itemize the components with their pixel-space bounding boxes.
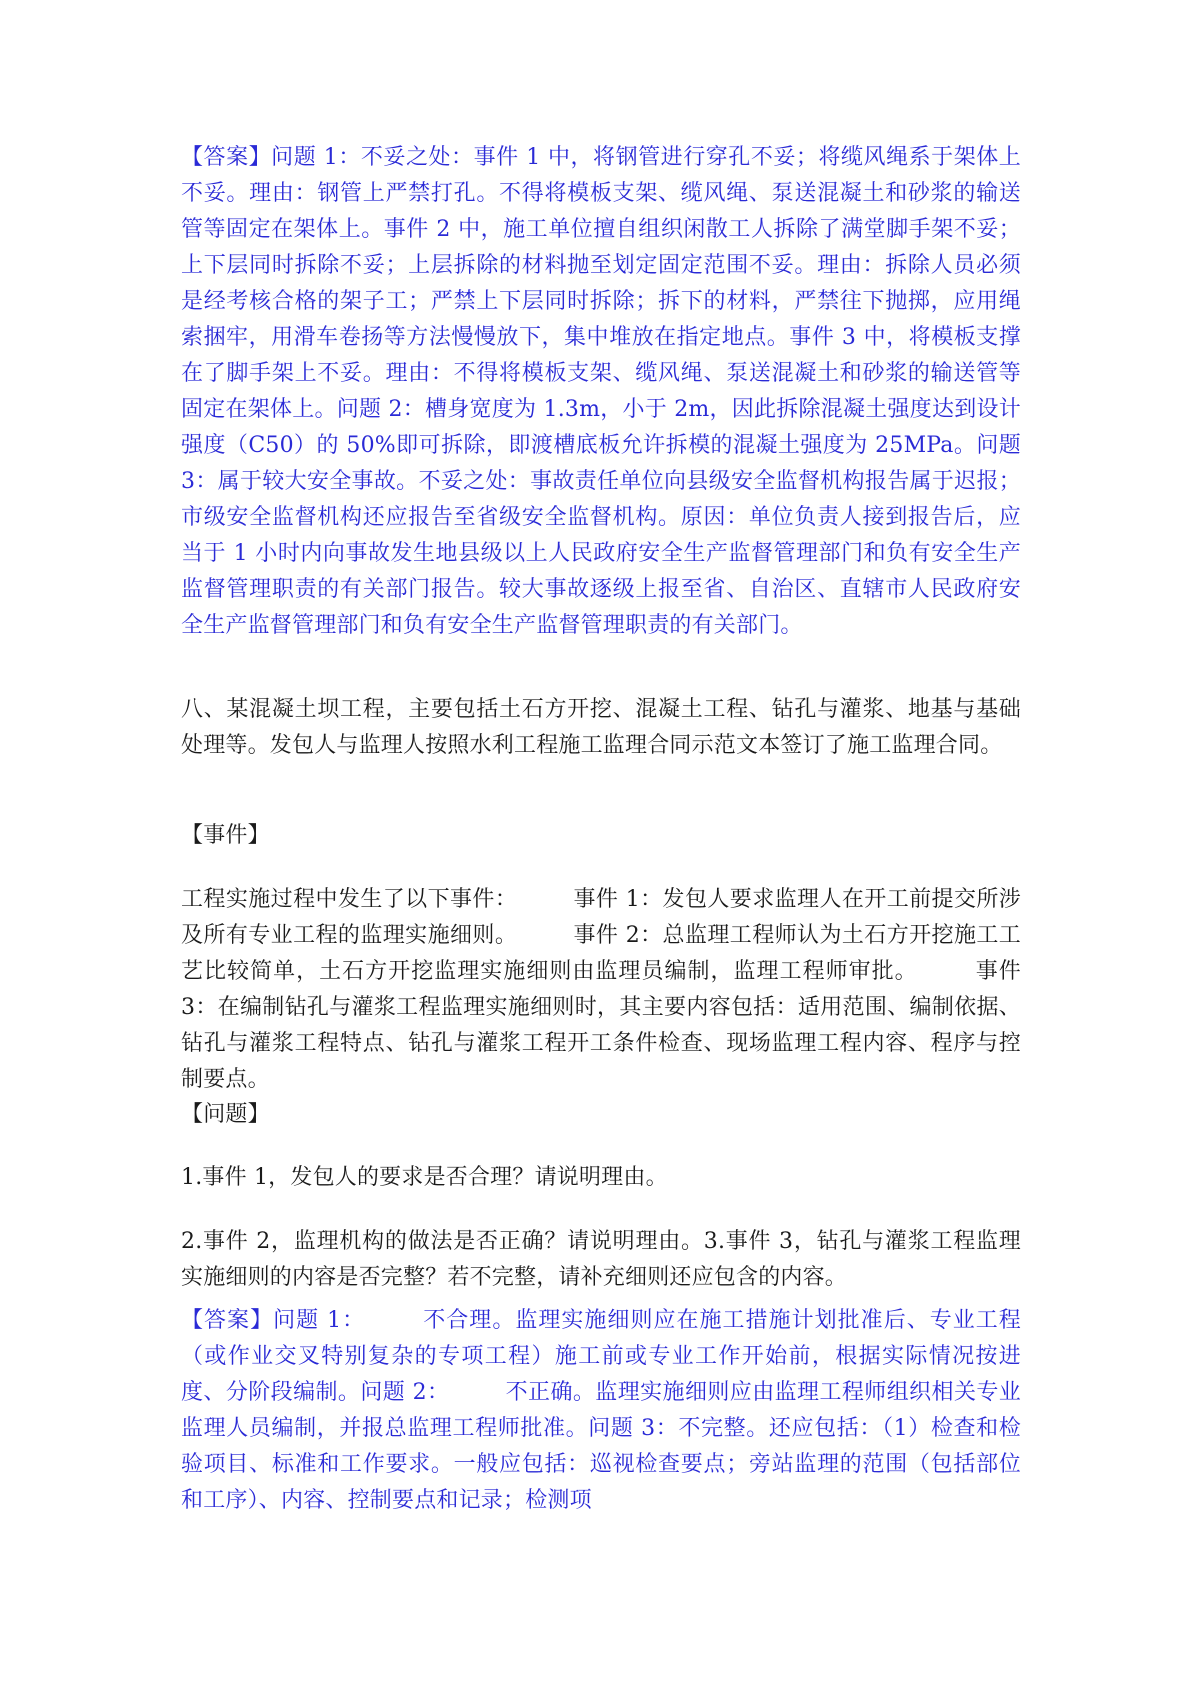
- question-8-intro: 八、某混凝土坝工程，主要包括土石方开挖、混凝土工程、钻孔与灌浆、地基与基础处理等。发包人与监理人按照水利工程施工监理合同示范文本签订了施工监理合同。: [181, 697, 1021, 758]
- issue-heading: 【问题】: [181, 1102, 270, 1127]
- answer-question-7: 【答案】问题 1：不妥之处：事件 1 中，将钢管进行穿孔不妥；将缆风绳系于架体上不妥。理由：钢管上严禁打孔。不得将模板支架、缆风绳、泵送混凝土和砂浆的输送管等固定在架体上。事件 2 中，施工单位擅自组织闲散工人拆除了满堂脚手架不妥；上下层同时拆除不妥；上层拆除的材料抛至划定固定范围不妥。理由：拆除人员必须是经考核合格的架子工；严禁上下层同时拆除；拆下的材料，严禁往下抛掷，应用绳索捆牢，用滑车卷扬等方法慢慢放下，集中堆放在指定地点。事件 3 中，将模板支撑在了脚手架上不妥。理由：不得将模板支架、缆风绳、泵送混凝土和砂浆的输送管等固定在架体上。问题 2：槽身宽度为 1.3m，小于 2m，因此拆除混凝土强度达到设计强度（C50）的 50%即可拆除，即渡槽底板允许拆模的混凝土强度为 25MPa。问题 3：属于较大安全事故。不妥之处：事故责任单位向县级安全监督机构报告属于迟报；市级安全监督机构还应报告至省级安全监督机构。原因：单位负责人接到报告后，应当于 1 小时内向事故发生地县级以上人民政府安全生产监督管理部门和负有安全生产监督管理职责的有关部门报告。较大事故逐级上报至省、自治区、直辖市人民政府安全生产监督管理部门和负有安全生产监督管理职责的有关部门。: [181, 145, 1021, 638]
- event-heading: 【事件】: [181, 823, 270, 848]
- issue-item-2-3: 2.事件 2，监理机构的做法是否正确？请说明理由。3.事件 3，钻孔与灌浆工程监理实施细则的内容是否完整？若不完整，请补充细则还应包含的内容。: [181, 1229, 1021, 1290]
- issue-item-1: 1.事件 1，发包人的要求是否合理？请说明理由。: [181, 1165, 668, 1190]
- event-description: 工程实施过程中发生了以下事件： 事件 1：发包人要求监理人在开工前提交所涉及所有专业工程的监理实施细则。 事件 2：总监理工程师认为土石方开挖施工工艺比较简单，土石方开挖监理实施细则由监理员编制，监理工程师审批。 事件 3：在编制钻孔与灌浆工程监理实施细则时，其主要内容包括：适用范围、编制依据、钻孔与灌浆工程特点、钻孔与灌浆工程开工条件检查、现场监理工程内容、程序与控制要点。: [181, 887, 1021, 1092]
- answer-question-8: 【答案】问题 1： 不合理。监理实施细则应在施工措施计划批准后、专业工程（或作业交叉特别复杂的专项工程）施工前或专业工作开始前，根据实际情况按进度、分阶段编制。问题 2： 不正确。监理实施细则应由监理工程师组织相关专业监理人员编制，并报总监理工程师批准。问题 3：不完整。还应包括：（1）检查和检验项目、标准和工作要求。一般应包括：巡视检查要点；旁站监理的范围（包括部位和工序）、内容、控制要点和记录；检测项: [181, 1308, 1021, 1513]
